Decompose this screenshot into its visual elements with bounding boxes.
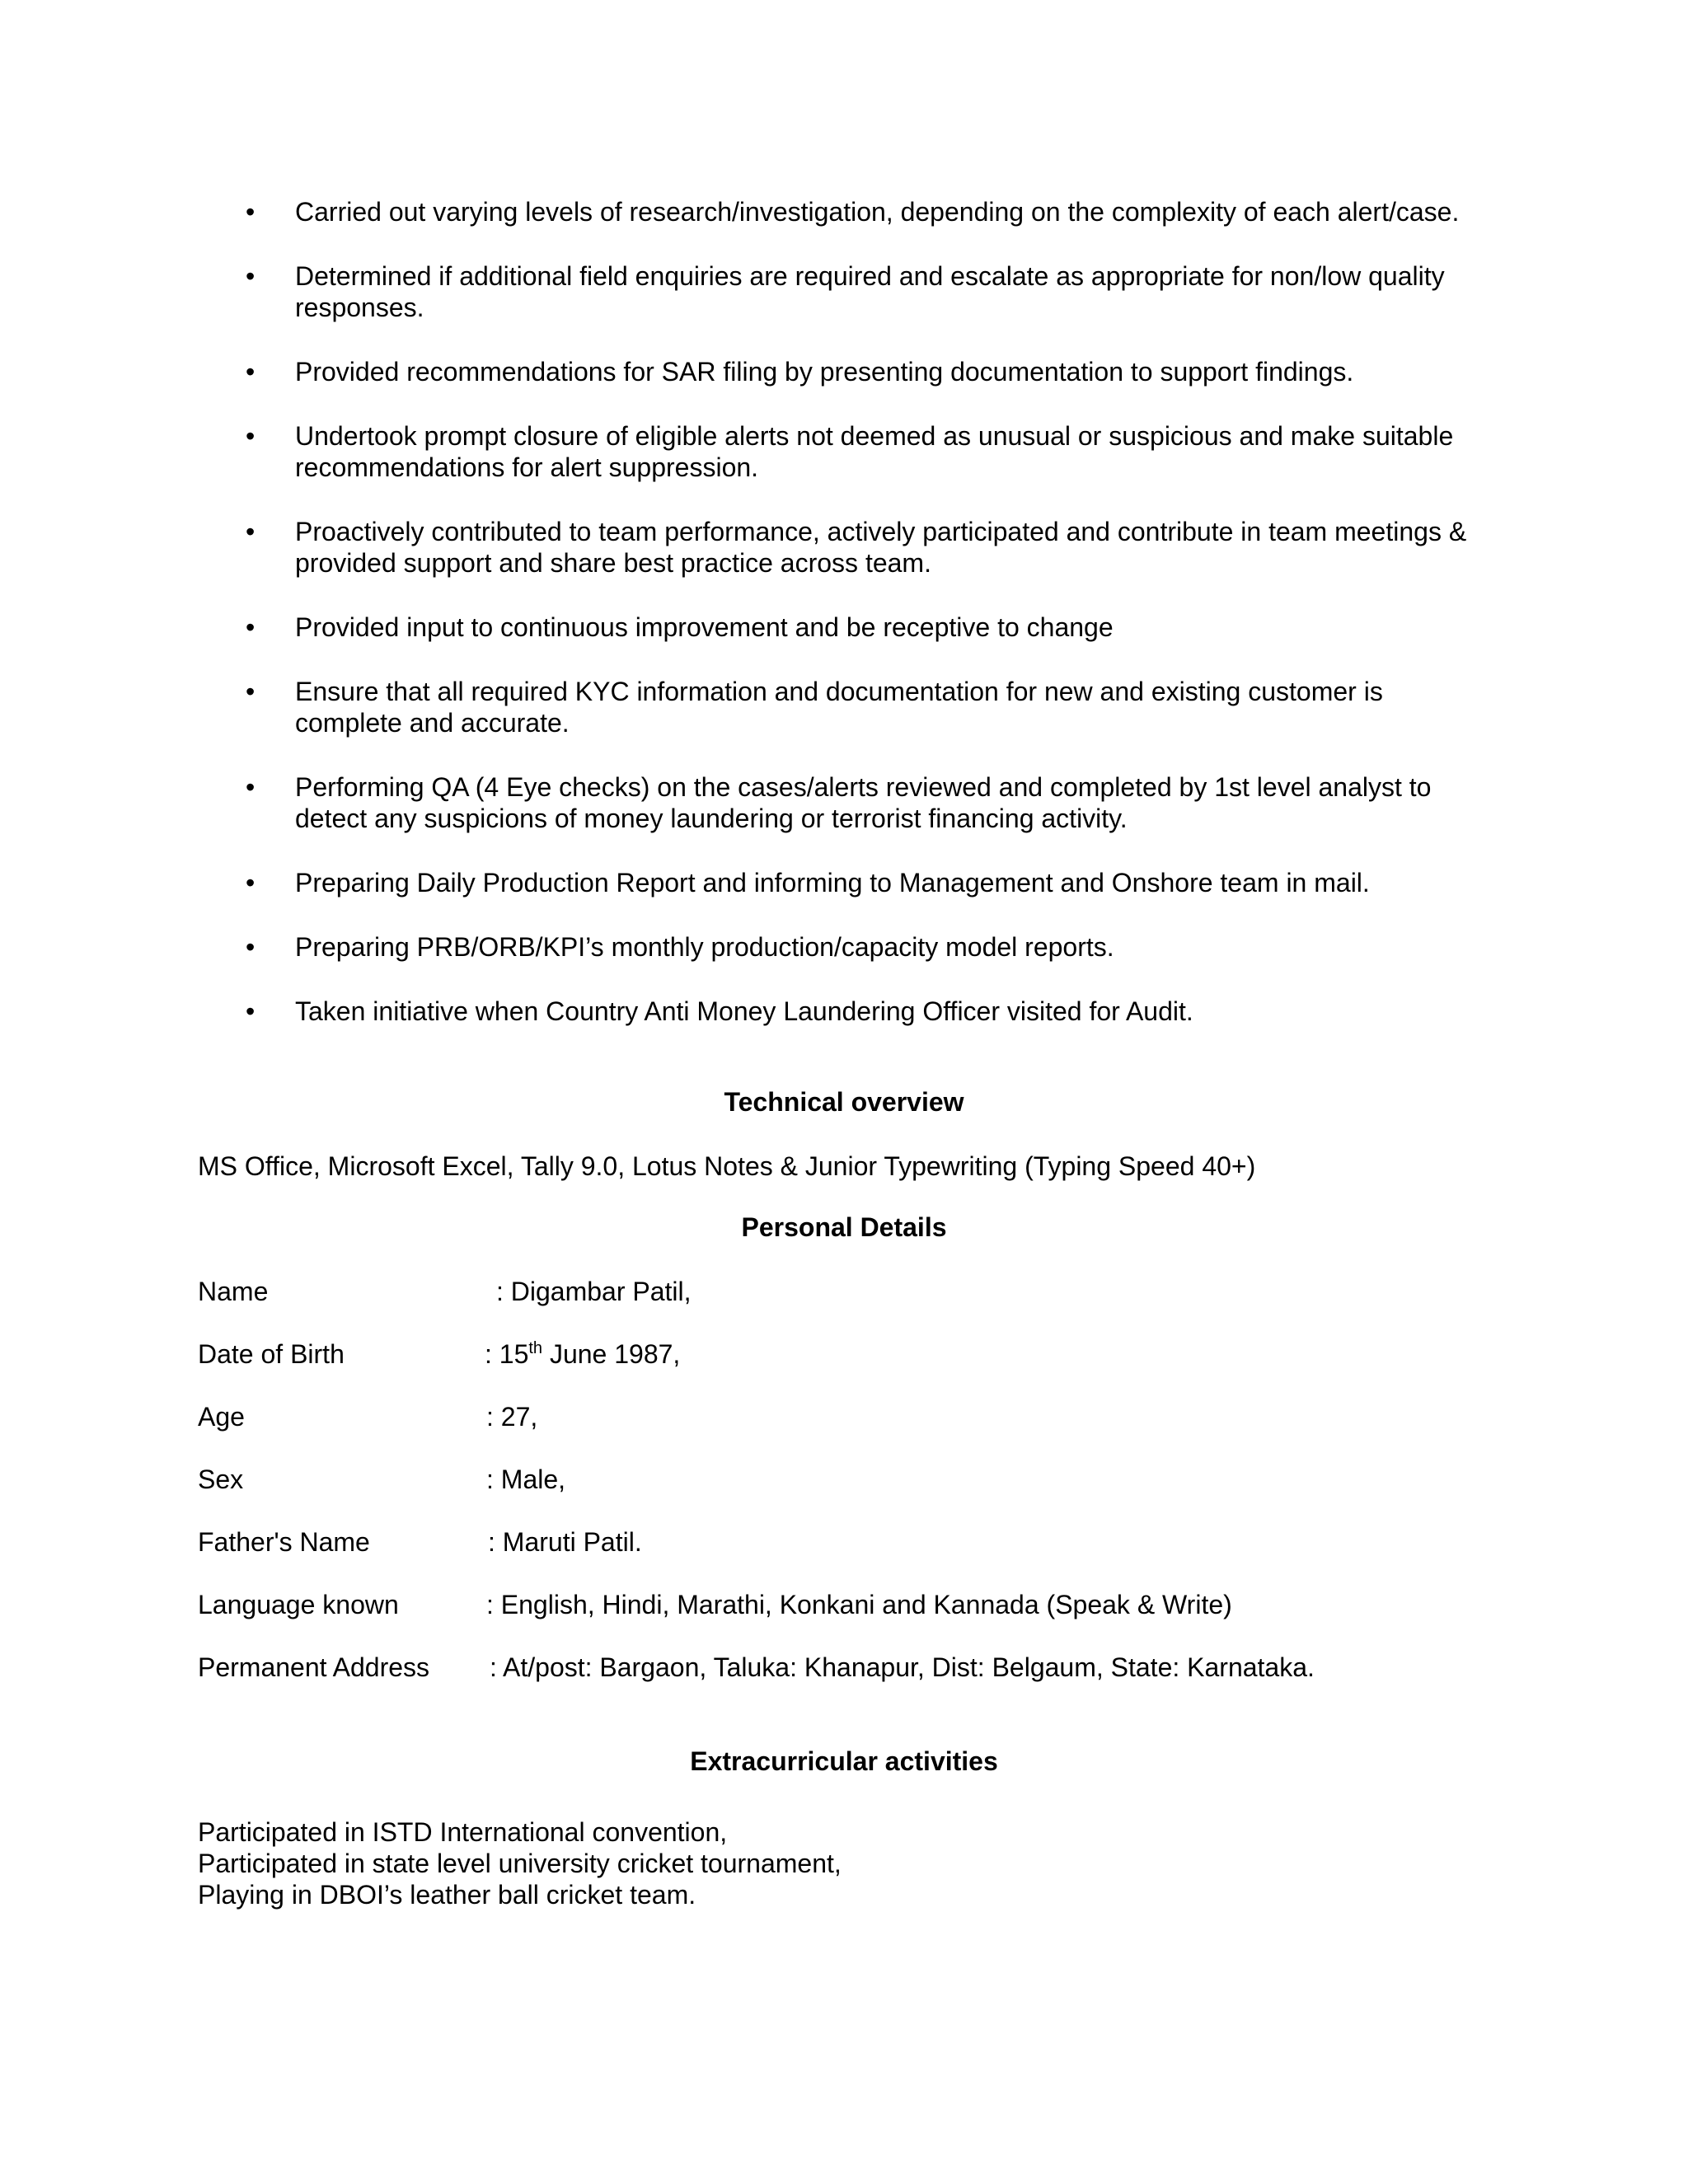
bullet-text: Proactively contributed to team performance, actively participated and contribute in team meetings & provided support and share best practice across team. [295,517,1467,578]
bullet-icon: • [246,261,256,291]
detail-value: : 27, [486,1402,538,1432]
extracurricular-heading: Extracurricular activities [690,1746,998,1776]
detail-value: : Digambar Patil, [496,1277,692,1306]
bullet-icon: • [246,932,256,962]
technical-overview-heading: Technical overview [724,1087,964,1117]
bullet-text: Performing QA (4 Eye checks) on the cases/alerts reviewed and completed by 1st level analyst to detect any suspicions of money laundering or terrorist financing activity. [295,772,1432,833]
personal-details-heading: Personal Details [741,1212,947,1242]
bullet-text: Preparing Daily Production Report and informing to Management and Onshore team in mail. [295,868,1370,898]
list-item [0,771,1688,834]
bullet-icon: • [246,772,256,802]
list-item [0,196,1688,227]
bullet-icon: • [246,677,256,706]
bullet-text: Provided input to continuous improvement and be receptive to change [295,612,1114,642]
detail-label: Language known [198,1590,399,1619]
list-item [0,260,1688,323]
list-item [0,420,1688,483]
dob-month-year: June 1987, [542,1339,681,1369]
extracurricular-list [198,1816,1517,1910]
bullet-icon: • [246,517,256,546]
list-item [0,996,1688,1027]
bullet-text: Preparing PRB/ORB/KPI’s monthly production/capacity model reports. [295,932,1114,962]
list-item [0,356,1688,387]
bullet-icon: • [246,996,256,1026]
detail-value: : At/post: Bargaon, Taluka: Khanapur, Dist: Belgaum, State: Karnataka. [490,1652,1315,1682]
bullet-icon: • [246,868,256,898]
bullet-text: Taken initiative when Country Anti Money Laundering Officer visited for Audit. [295,996,1193,1026]
bullet-text: Ensure that all required KYC information and documentation for new and existing customer is complete and accurate. [295,677,1383,738]
detail-label: Sex [198,1465,244,1494]
bullet-icon: • [246,357,256,387]
dob-day: : 15 [485,1339,529,1369]
list-item [0,931,1688,963]
list-item [0,516,1688,579]
detail-label: Age [198,1402,245,1432]
detail-label: Permanent Address [198,1652,430,1682]
detail-value: : Male, [486,1465,566,1494]
extracurricular-line: Participated in ISTD International convention, [198,1817,728,1847]
bullet-text: Determined if additional field enquiries are required and escalate as appropriate for non/low quality responses. [295,261,1445,322]
bullet-text: Carried out varying levels of research/investigation, depending on the complexity of each alert/case. [295,197,1460,227]
extracurricular-line: Playing in DBOI’s leather ball cricket team. [198,1880,696,1910]
bullet-icon: • [246,612,256,642]
list-item [0,676,1688,738]
dob-ordinal-suffix: th [528,1339,543,1357]
detail-label: Date of Birth [198,1339,345,1369]
detail-value: : Maruti Patil. [488,1527,642,1557]
list-item [0,867,1688,898]
bullet-text: Undertook prompt closure of eligible alerts not deemed as unusual or suspicious and make suitable recommendations for alert suppression. [295,421,1454,482]
list-item [0,612,1688,643]
detail-label: Name [198,1277,269,1306]
responsibilities-list [0,196,1688,1060]
detail-label: Father's Name [198,1527,370,1557]
bullet-icon: • [246,421,256,451]
technical-overview-text: MS Office, Microsoft Excel, Tally 9.0, Lotus Notes & Junior Typewriting (Typing Speed 40+) [198,1151,1256,1181]
bullet-icon: • [246,197,256,227]
bullet-text: Provided recommendations for SAR filing by presenting documentation to support findings. [295,357,1354,387]
detail-value [485,1338,680,1370]
extracurricular-line: Participated in state level university cricket tournament, [198,1849,842,1878]
detail-value: : English, Hindi, Marathi, Konkani and Kannada (Speak & Write) [486,1590,1232,1619]
